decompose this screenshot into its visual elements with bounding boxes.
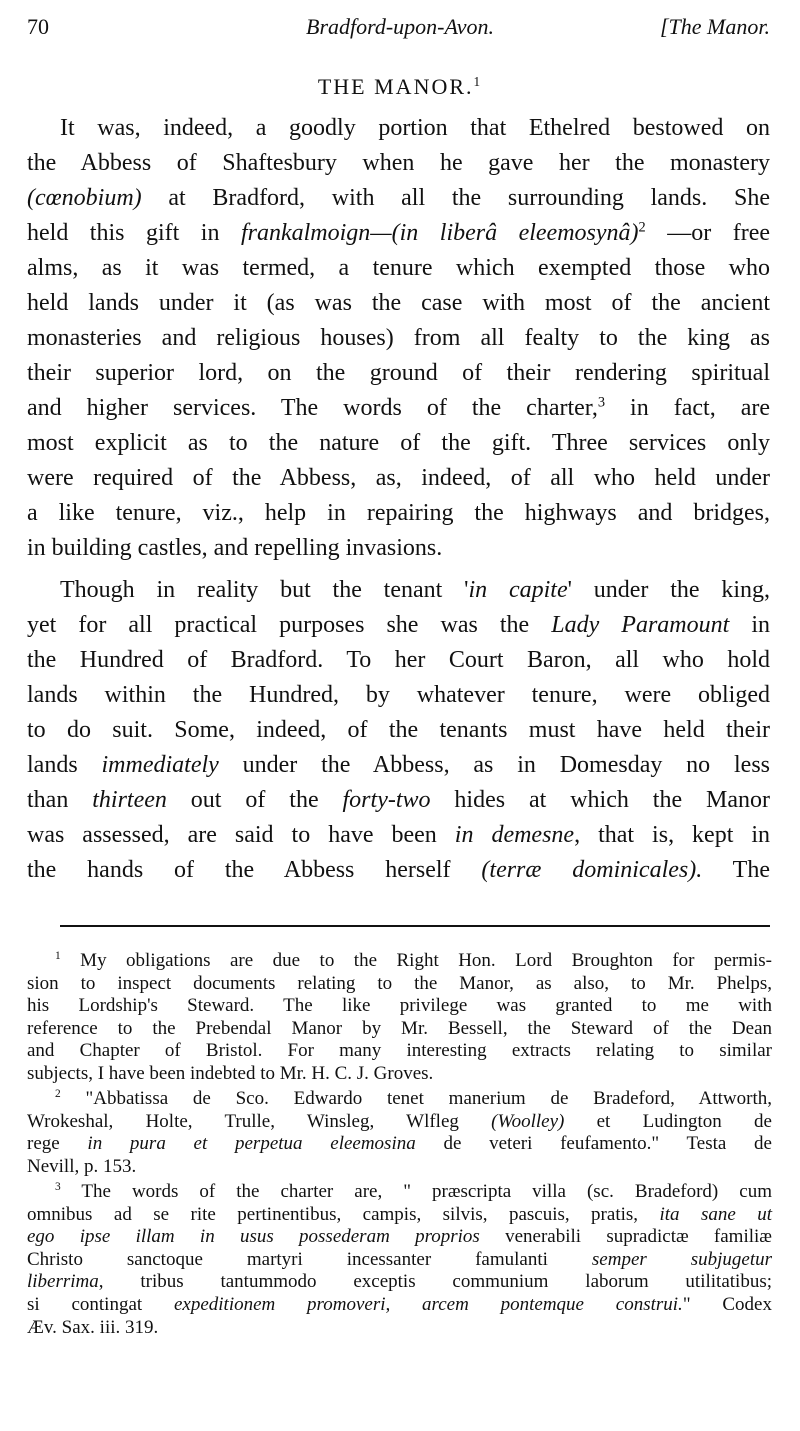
text: and Chapter of Bristol. For many interesting extracts relating to similar	[27, 1040, 772, 1062]
text: yet for all practical purposes she was the	[27, 612, 552, 638]
text: de veteri feufamento." Testa de	[415, 1133, 772, 1155]
body-line	[27, 220, 770, 247]
body-line	[27, 717, 770, 744]
text: most explicit as to the nature of the gift. Three services only	[27, 430, 770, 456]
text: ' under the king,	[567, 577, 770, 603]
italic-text: in demesne	[454, 822, 575, 848]
text: the hands of the Abbess herself	[27, 857, 482, 883]
footnote-line	[27, 1018, 772, 1040]
text: " Codex	[682, 1294, 772, 1315]
body-line	[27, 255, 770, 282]
text: reference to the Prebendal Manor by Mr. Bessell, the Steward of the Dean	[27, 1017, 772, 1039]
body-line	[27, 535, 770, 562]
footnote-line	[27, 1133, 772, 1155]
footnote-line	[27, 1111, 772, 1133]
footnote-line	[55, 1181, 772, 1203]
text: his Lordship's Steward. The like privilege was granted to me with	[27, 995, 772, 1017]
italic-text: ita sane ut	[659, 1203, 772, 1225]
text: hides at which the Manor	[430, 787, 771, 813]
text: a like tenure, viz., help in repairing the highways and bridges,	[27, 500, 770, 526]
text: than	[27, 787, 93, 813]
text: in building castles, and repelling invasions.	[27, 535, 443, 561]
body-line	[27, 682, 770, 709]
italic-text: semper subjugetur	[591, 1248, 773, 1270]
running-section: [The Manor.	[659, 14, 770, 39]
footnote-line	[27, 1271, 772, 1293]
text: rege	[27, 1133, 88, 1155]
body-line	[27, 185, 770, 212]
text: omnibus ad se rite pertinentibus, campis, silvis, pascuis, pratis,	[27, 1203, 660, 1225]
text: The words of the charter are, " præscripta villa (sc. Bradeford) cum	[60, 1181, 772, 1202]
italic-text: thirteen	[92, 787, 167, 813]
italic-text: forty-two	[342, 787, 431, 813]
footnote-ref: 3	[55, 1181, 61, 1194]
footnote-ref: 1	[473, 74, 483, 90]
italic-text: Lady Paramount	[551, 612, 730, 638]
text: Wrokeshal, Holte, Trulle, Winsleg, Wlfleg	[27, 1110, 492, 1132]
footnote-divider	[60, 925, 770, 927]
text: in fact, are	[605, 395, 771, 421]
body-line	[27, 647, 770, 674]
text: Nevill, p. 153.	[27, 1155, 137, 1177]
text: Christo sanctoque martyri incessanter famulanti	[27, 1248, 592, 1270]
text: Æv. Sax. iii. 319.	[27, 1316, 159, 1338]
italic-text: in capite	[468, 577, 568, 603]
text: at Bradford, with all the surrounding lands. She	[141, 185, 770, 211]
text: lands	[27, 752, 102, 778]
footnote-ref: 2	[55, 1088, 61, 1101]
text: and higher services. The words of the charter,	[27, 395, 598, 421]
text: monasteries and religious houses) from all fealty to the king as	[27, 325, 770, 351]
text: out of the	[166, 787, 343, 813]
text: "Abbatissa de Sco. Edwardo tenet manerium de Bradeford, Attworth,	[60, 1088, 772, 1110]
footnote-line	[55, 1088, 772, 1110]
body-line	[60, 115, 770, 142]
text: The	[702, 857, 770, 883]
footnote-ref: 3	[597, 394, 606, 411]
footnote-line	[27, 973, 772, 995]
text: their superior lord, on the ground of their rendering spiritual	[27, 360, 770, 386]
text: held this gift in	[27, 220, 241, 246]
body-line	[27, 465, 770, 492]
footnote-ref: 1	[55, 950, 61, 963]
text: , that is, kept in	[574, 822, 771, 848]
text: were required of the Abbess, as, indeed, of all who held under	[27, 465, 770, 491]
italic-text: in pura et perpetua eleemosina	[87, 1133, 416, 1155]
footnote-line	[27, 1226, 772, 1248]
body-line	[27, 787, 770, 814]
body-line	[27, 150, 770, 177]
text: venerabili supradictæ familiæ	[479, 1226, 772, 1248]
italic-text: (cœnobium)	[27, 185, 142, 211]
italic-text: (Woolley)	[491, 1110, 565, 1132]
footnote-line	[27, 1294, 772, 1316]
footnote-line	[55, 950, 772, 972]
italic-text: immediately	[101, 752, 219, 778]
italic-text: frankalmoign—(in liberâ eleemosynâ)	[240, 220, 639, 246]
body-line	[27, 500, 770, 527]
body-line	[27, 612, 770, 639]
text: Though in reality but the tenant '	[60, 577, 469, 603]
text: was assessed, are said to have been	[27, 822, 455, 848]
footnote-line	[27, 1156, 772, 1178]
footnote-line	[27, 1063, 772, 1085]
body-line	[27, 857, 770, 884]
italic-text: liberrima	[27, 1271, 99, 1293]
italic-text: (terræ dominicales).	[481, 857, 703, 883]
text: in	[729, 612, 770, 638]
text: —or free	[645, 220, 770, 246]
italic-text: expeditionem promoveri, arcem pontemque construi.	[173, 1294, 683, 1315]
text: sion to inspect documents relating to the Manor, as also, to Mr. Phelps,	[27, 972, 772, 994]
body-line	[27, 752, 770, 779]
body-line	[27, 430, 770, 457]
text: held lands under it (as was the case with most of the ancient	[27, 290, 770, 316]
text: subjects, I have been indebted to Mr. H. C. J. Groves.	[27, 1063, 434, 1084]
text: the Abbess of Shaftesbury when he gave her the monastery	[27, 150, 770, 176]
body-line	[27, 290, 770, 317]
text: et Ludington de	[564, 1110, 772, 1132]
footnote-line	[27, 1249, 772, 1271]
text: , tribus tantummodo exceptis communium laborum utilitatibus;	[98, 1271, 772, 1293]
chapter-title	[0, 74, 800, 100]
footnote-line	[27, 1317, 772, 1339]
text: It was, indeed, a goodly portion that Ethelred bestowed on	[60, 115, 770, 141]
chapter-title-text: THE MANOR.	[317, 74, 474, 99]
body-line	[60, 577, 770, 604]
body-line	[27, 395, 770, 422]
running-title: Bradford-upon-Avon.	[306, 14, 494, 39]
text: lands within the Hundred, by whatever tenure, were obliged	[27, 682, 770, 708]
italic-text: ego ipse illam in usus possederam proprios	[27, 1226, 480, 1248]
page-number: 70	[27, 14, 49, 39]
footnote-ref: 2	[638, 219, 646, 236]
text: alms, as it was termed, a tenure which exempted those who	[27, 255, 770, 281]
text: under the Abbess, as in Domesday no less	[218, 752, 771, 778]
text: My obligations are due to the Right Hon. Lord Broughton for permis-	[60, 950, 772, 971]
footnote-line	[27, 1040, 772, 1062]
footnote-line	[27, 995, 772, 1017]
text: si contingat	[27, 1294, 174, 1315]
text: the Hundred of Bradford. To her Court Baron, all who hold	[27, 647, 770, 673]
body-line	[27, 360, 770, 387]
text: to do suit. Some, indeed, of the tenants must have held their	[27, 717, 770, 743]
body-line	[27, 822, 770, 849]
body-line	[27, 325, 770, 352]
footnote-line	[27, 1204, 772, 1226]
